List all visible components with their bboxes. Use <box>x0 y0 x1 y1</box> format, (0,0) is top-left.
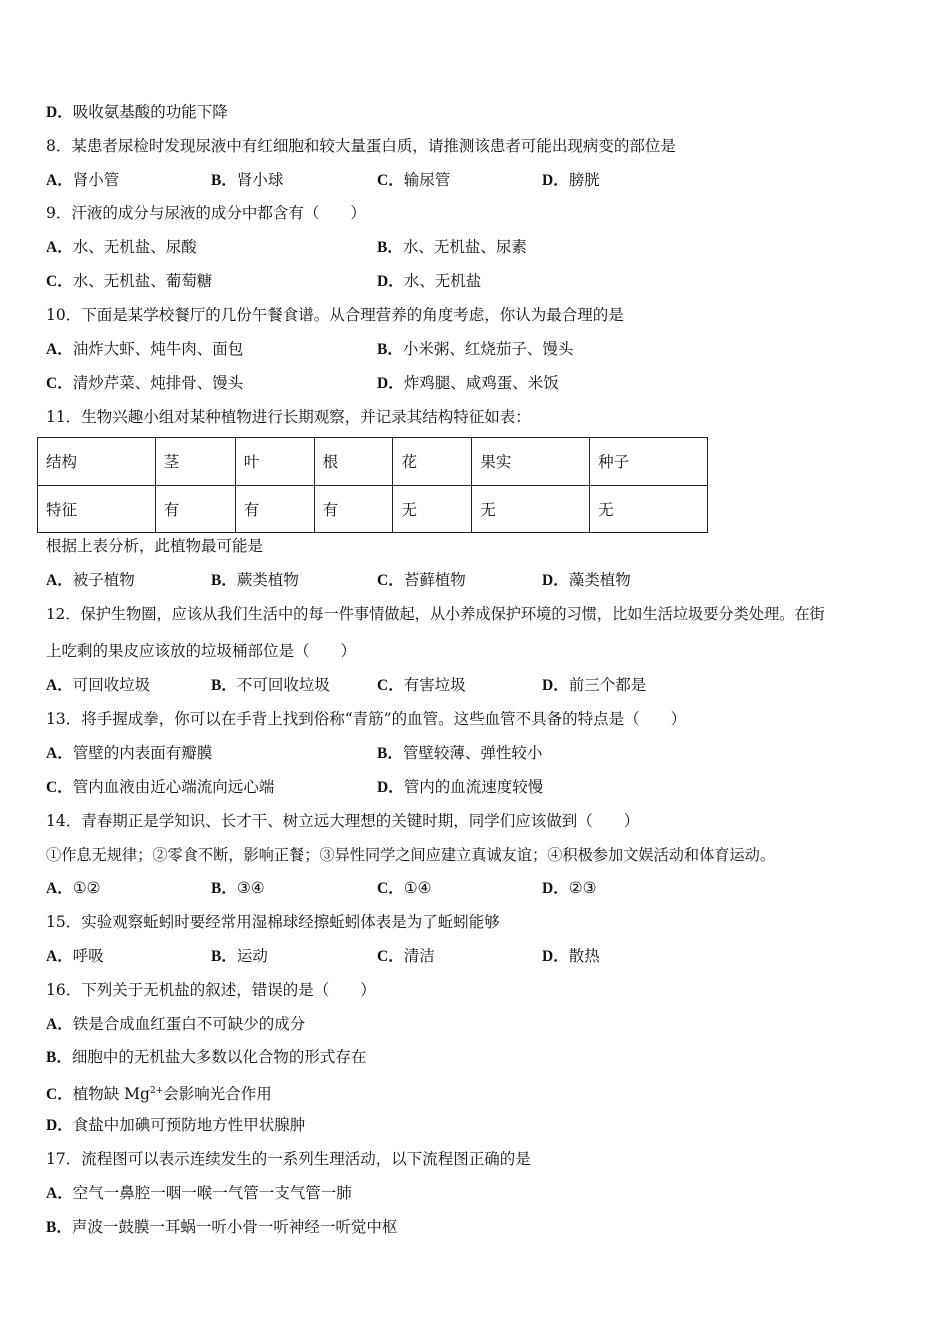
table-cell: 叶 <box>235 438 314 486</box>
q16-option-b: B．细胞中的无机盐大多数以化合物的形式存在 <box>46 1048 367 1066</box>
q14-option-c: C．①④ <box>377 879 432 897</box>
q12-option-a: A．可回收垃圾 <box>46 676 151 694</box>
q9-option-c: C．水、无机盐、葡萄糖 <box>46 272 213 290</box>
q11-after-text: 根据上表分析，此植物最可能是 <box>46 537 264 555</box>
q9-stem: 9．汗液的成分与尿液的成分中都含有（ ） <box>46 204 366 222</box>
q10-stem: 10．下面是某学校餐厅的几份午餐食谱。从合理营养的角度考虑，你认为最合理的是 <box>46 306 624 324</box>
q12-stem-line1: 12．保护生物圈，应该从我们生活中的每一件事情做起，从小养成保护环境的习惯，比如生活垃圾要分类处理。在街 <box>46 605 825 623</box>
q11-option-d: D．藻类植物 <box>542 571 631 589</box>
table-cell: 结构 <box>38 438 156 486</box>
q7-option-d: D．吸收氨基酸的功能下降 <box>46 103 228 121</box>
q10-option-d: D．炸鸡腿、咸鸡蛋、米饭 <box>377 374 559 392</box>
table-cell: 无 <box>590 485 708 533</box>
q14-option-a: A．①② <box>46 879 101 897</box>
q8-option-d: D．膀胱 <box>542 171 600 189</box>
q10-option-c: C．清炒芹菜、炖排骨、馒头 <box>46 374 244 392</box>
q12-stem-line2: 上吃剩的果皮应该放的垃圾桶部位是（ ） <box>46 642 357 660</box>
table-cell: 无 <box>472 485 590 533</box>
table-cell: 特征 <box>38 485 156 533</box>
q13-option-a: A．管壁的内表面有瓣膜 <box>46 744 213 762</box>
q15-option-b: B．运动 <box>211 947 268 965</box>
table-cell: 有 <box>314 485 393 533</box>
q9-option-b: B．水、无机盐、尿素 <box>377 238 527 256</box>
q17-stem: 17．流程图可以表示连续发生的一系列生理活动，以下流程图正确的是 <box>46 1150 531 1168</box>
q11-option-b: B．蕨类植物 <box>211 571 299 589</box>
q13-option-b: B．管壁较薄、弹性较小 <box>377 744 543 762</box>
q14-statements: ①作息无规律；②零食不断，影响正餐；③异性同学之间应建立真诚友谊；④积极参加文娱活动和体育运动。 <box>46 846 775 864</box>
q17-option-b: B．声波一鼓膜一耳蜗一听小骨一听神经一听觉中枢 <box>46 1218 398 1236</box>
q12-option-d: D．前三个都是 <box>542 676 647 694</box>
table-row <box>38 485 708 533</box>
table-cell: 果实 <box>472 438 590 486</box>
q12-option-b: B．不可回收垃圾 <box>211 676 330 694</box>
q13-option-d: D．管内的血流速度较慢 <box>377 778 544 796</box>
q16-option-d: D．食盐中加碘可预防地方性甲状腺肿 <box>46 1116 306 1134</box>
table-cell: 有 <box>235 485 314 533</box>
q14-stem: 14．青春期正是学知识、长才干、树立远大理想的关键时期，同学们应该做到（ ） <box>46 812 640 830</box>
q10-option-b: B．小米粥、红烧茄子、馒头 <box>377 340 574 358</box>
q8-stem: 8．某患者尿检时发现尿液中有红细胞和较大量蛋白质，请推测该患者可能出现病变的部位是 <box>46 137 676 155</box>
q8-option-b: B．肾小球 <box>211 171 284 189</box>
table-cell: 茎 <box>155 438 235 486</box>
table-row <box>38 438 708 486</box>
q9-option-d: D．水、无机盐 <box>377 272 482 290</box>
table-cell: 花 <box>393 438 472 486</box>
q17-option-a: A．空气一鼻腔一咽一喉一气管一支气管一肺 <box>46 1184 352 1202</box>
q13-option-c: C．管内血液由近心端流向远心端 <box>46 778 275 796</box>
table-cell: 种子 <box>590 438 708 486</box>
q11-option-c: C．苔藓植物 <box>377 571 466 589</box>
q14-option-d: D．②③ <box>542 879 597 897</box>
q10-option-a: A．油炸大虾、炖牛肉、面包 <box>46 340 244 358</box>
table-cell: 有 <box>155 485 235 533</box>
q15-option-a: A．呼吸 <box>46 947 104 965</box>
table-cell: 无 <box>393 485 472 533</box>
q15-option-c: C．清洁 <box>377 947 435 965</box>
q16-option-a: A．铁是合成血红蛋白不可缺少的成分 <box>46 1015 306 1033</box>
q12-option-c: C．有害垃圾 <box>377 676 466 694</box>
q14-option-b: B．③④ <box>211 879 265 897</box>
q15-option-d: D．散热 <box>542 947 600 965</box>
q15-stem: 15．实验观察蚯蚓时要经常用湿棉球经擦蚯蚓体表是为了蚯蚓能够 <box>46 913 500 931</box>
structure-table <box>37 437 708 533</box>
q8-option-a: A．肾小管 <box>46 171 120 189</box>
q11-option-a: A．被子植物 <box>46 571 135 589</box>
table-cell: 根 <box>314 438 393 486</box>
q8-option-c: C．输尿管 <box>377 171 451 189</box>
q16-option-c: C．植物缺 $Mg^{2+}$会影响光合作用 <box>46 1085 272 1104</box>
q13-stem: 13．将手握成拳，你可以在手背上找到俗称“青筋”的血管。这些血管不具备的特点是（ ） <box>46 710 687 728</box>
q11-stem: 11．生物兴趣小组对某种植物进行长期观察，并记录其结构特征如表： <box>46 408 531 426</box>
q9-option-a: A．水、无机盐、尿酸 <box>46 238 197 256</box>
q16-stem: 16．下列关于无机盐的叙述，错误的是（ ） <box>46 981 376 999</box>
